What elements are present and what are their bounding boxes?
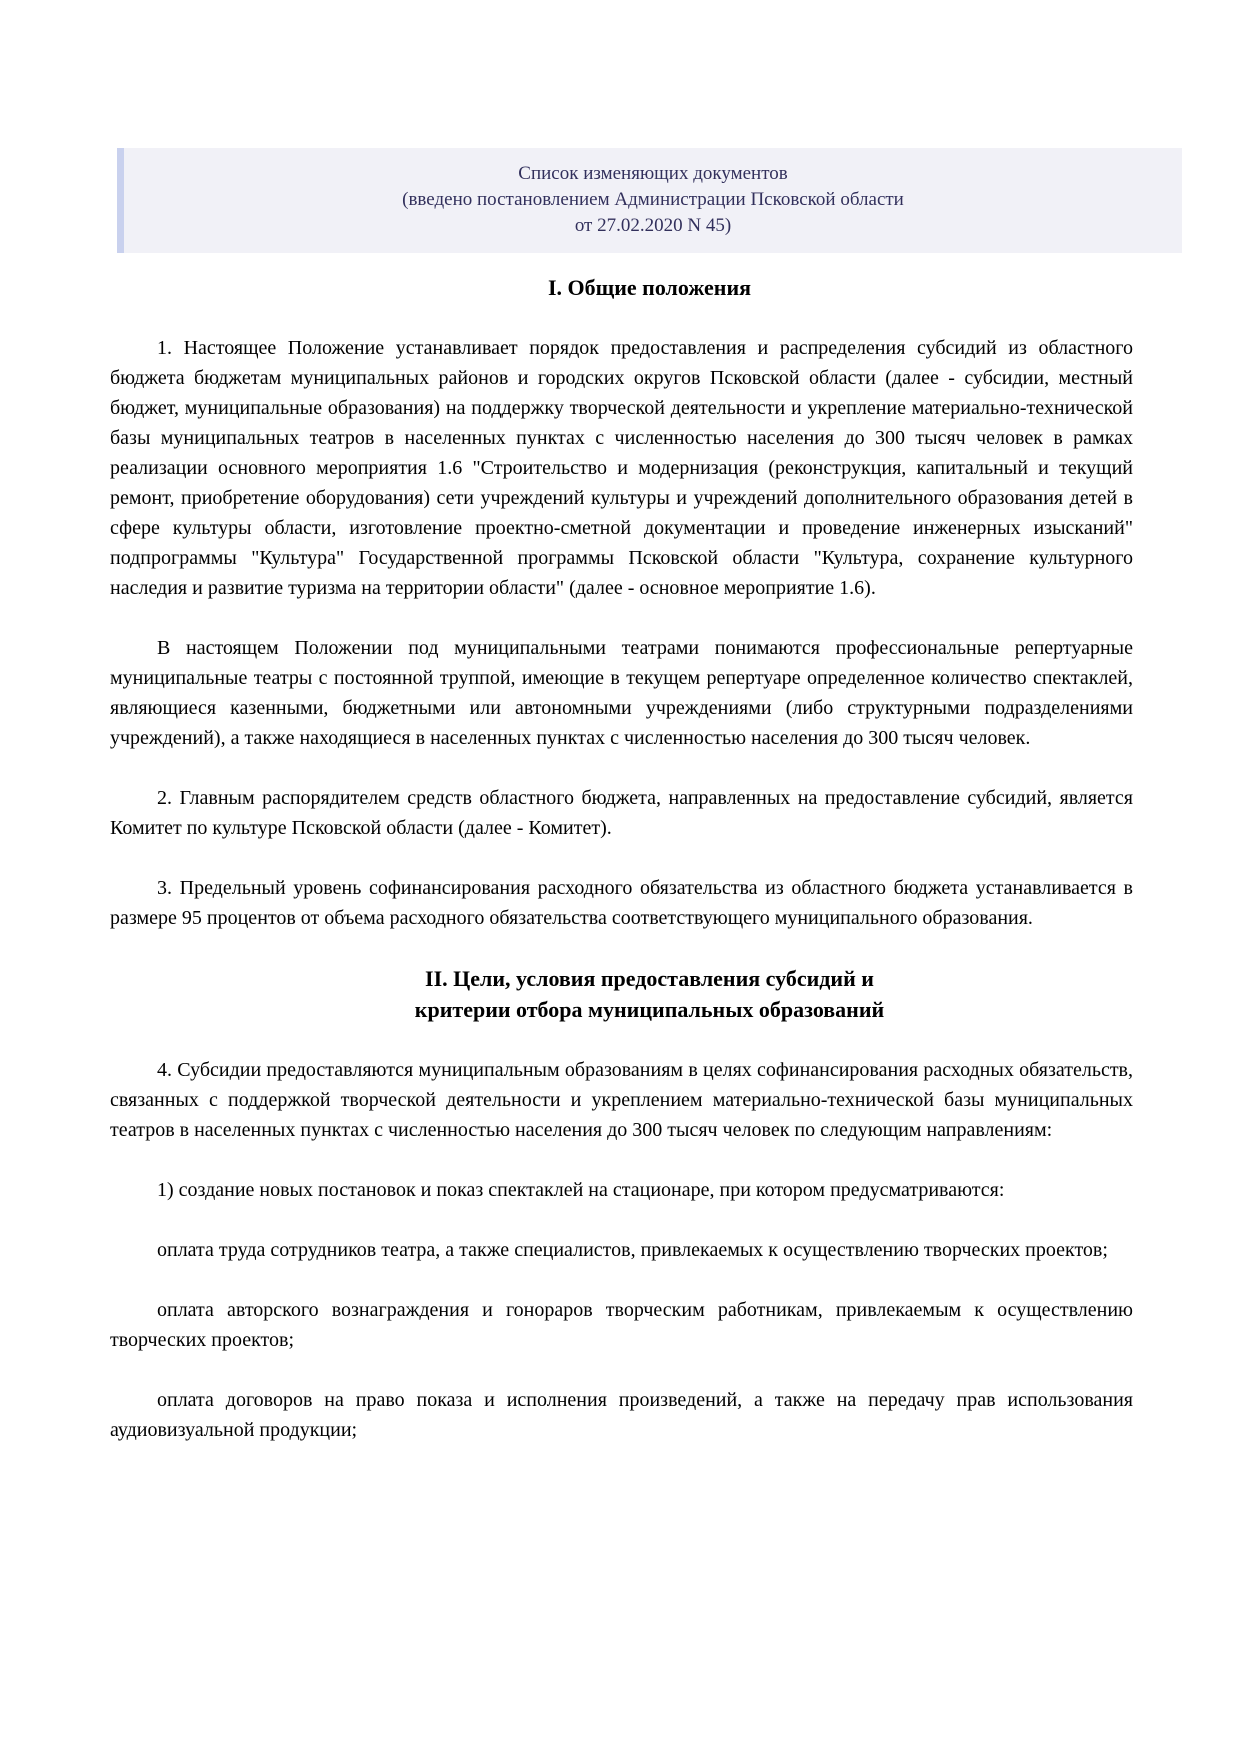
- section-1-heading: I. Общие положения: [547, 275, 752, 300]
- note-line-3: от 27.02.2020 N 45): [574, 215, 732, 236]
- note-line-1: Список изменяющих документов: [518, 163, 788, 184]
- note-line-2: (введено постановлением Администрации Псковской области: [402, 189, 904, 210]
- section-2-paragraph-2: 1) создание новых постановок и показ спектаклей на стационаре, при котором предусматриваются:: [157, 1179, 1005, 1201]
- section-1-paragraph-4: 3. Предельный уровень софинансирования расходного обязательства из областного бюджета устанавливается в размере 95 процентов от объема расходного обязательства соответствующего муниципального образования.: [110, 877, 1133, 929]
- section-1-paragraph-3: 2. Главным распорядителем средств областного бюджета, направленных на предоставление субсидий, является Комитет по культуре Псковской области (далее - Комитет).: [110, 787, 1133, 839]
- section-2-heading-line-1: II. Цели, условия предоставления субсидий и: [425, 966, 874, 991]
- amendments-note-box: [117, 148, 1182, 253]
- section-2-paragraph-4: оплата авторского вознаграждения и гонораров творческим работникам, привлекаемым к осуществлению творческих проектов;: [110, 1299, 1133, 1351]
- section-1-paragraph-2: В настоящем Положении под муниципальными театрами понимаются профессиональные репертуарные муниципальные театры с постоянной труппой, имеющие в текущем репертуаре определенное количество спектаклей, являющиеся казенными, бюджетными или автономными учреждениями (либо структурными подразделениями учреждений), а также находящиеся в населенных пунктах с численностью населения до 300 тысяч человек.: [110, 637, 1133, 749]
- section-2-paragraph-1: 4. Субсидии предоставляются муниципальным образованиям в целях софинансирования расходных обязательств, связанных с поддержкой творческой деятельности и укреплением материально-технической базы муниципальных театров в населенных пунктах с численностью населения до 300 тысяч человек по следующим направлениям:: [110, 1059, 1133, 1141]
- section-2-heading-line-2: критерии отбора муниципальных образований: [414, 997, 885, 1022]
- section-2-heading: [117, 963, 1182, 1025]
- section-2-paragraph-3: оплата труда сотрудников театра, а также специалистов, привлекаемых к осуществлению творческих проектов;: [157, 1239, 1108, 1261]
- section-2-paragraph-5: оплата договоров на право показа и исполнения произведений, а также на передачу прав использования аудиовизуальной продукции;: [110, 1389, 1133, 1441]
- section-1-paragraph-1: 1. Настоящее Положение устанавливает порядок предоставления и распределения субсидий из областного бюджета бюджетам муниципальных районов и городских округов Псковской области (далее - субсидии, местный бюджет, муниципальные образования) на поддержку творческой деятельности и укрепление материально-технической базы муниципальных театров в населенных пунктах с численностью населения до 300 тысяч человек в рамках реализации основного мероприятия 1.6 "Строительство и модернизация (реконструкция, капитальный и текущий ремонт, приобретение оборудования) сети учреждений культуры и учреждений дополнительного образования детей в сфере культуры области, изготовление проектно-сметной документации и проведение инженерных изысканий" подпрограммы "Культура" Государственной программы Псковской области "Культура, сохранение культурного наследия и развитие туризма на территории области" (далее - основное мероприятие 1.6).: [110, 337, 1133, 599]
